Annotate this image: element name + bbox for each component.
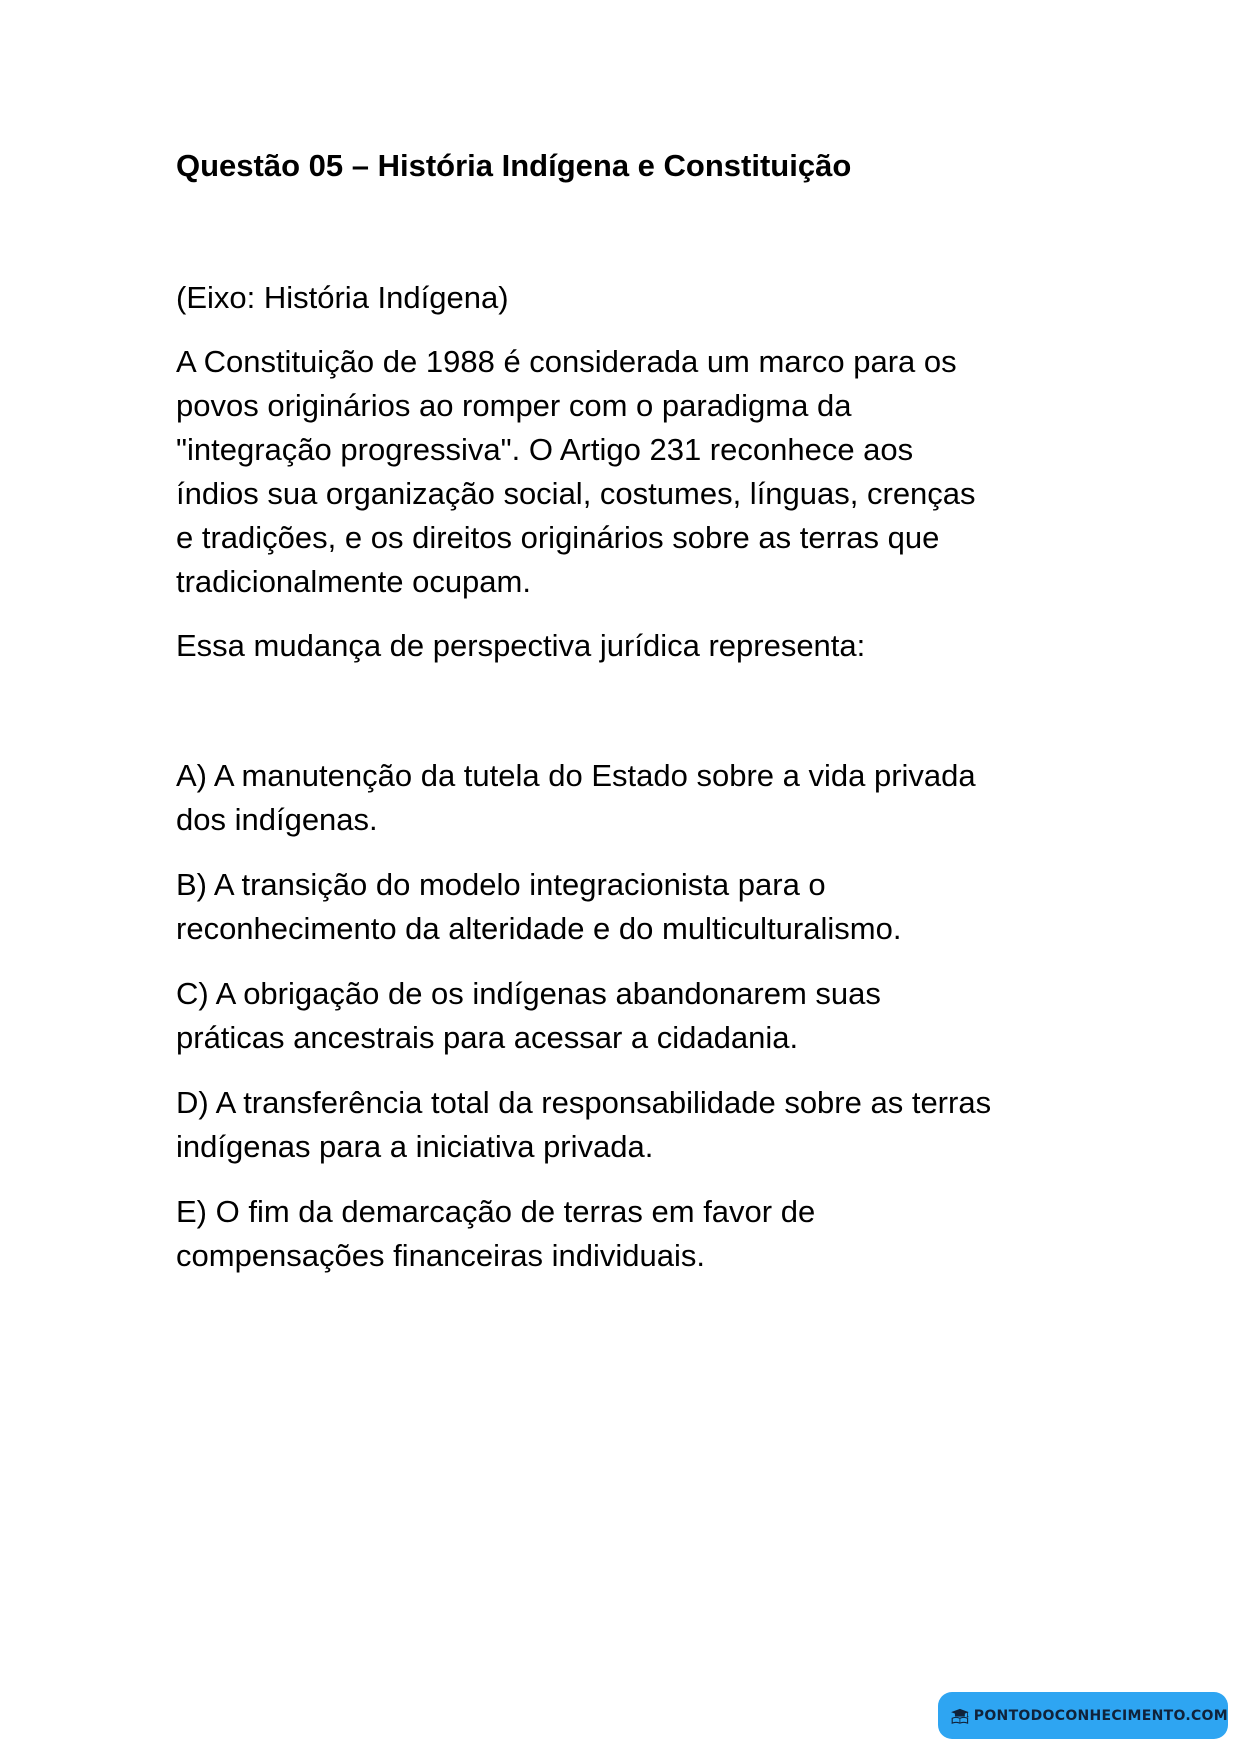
option-a-line2: dos indígenas. [176,802,378,837]
option-d-line2: indígenas para a iniciativa privada. [176,1129,654,1164]
option-b-line2: reconhecimento da alteridade e do multiculturalismo. [176,911,902,946]
stem-line: índios sua organização social, costumes, línguas, crenças [176,476,976,511]
stem-line: e tradições, e os direitos originários sobre as terras que [176,520,940,555]
stem-line: "integração progressiva". O Artigo 231 reconhece aos [176,432,914,467]
stem-line: tradicionalmente ocupam. [176,564,531,599]
stem-line: povos originários ao romper com o paradigma da [176,388,852,423]
stem-line: A Constituição de 1988 é considerada um marco para os [176,344,957,379]
option-b-line1: B) A transição do modelo integracionista para o [176,867,826,902]
option-c-line2: práticas ancestrais para acessar a cidadania. [176,1020,799,1055]
option-a-line1: A) A manutenção da tutela do Estado sobre a vida privada [176,758,976,793]
watermark-badge [938,1692,1228,1739]
question-title: Questão 05 – História Indígena e Constituição [176,148,852,183]
option-d [176,1081,991,1169]
option-e-line2: compensações financeiras individuais. [176,1238,706,1273]
option-a [176,754,991,842]
answer-options [176,754,991,1299]
option-e-line1: E) O fim da demarcação de terras em favor de [176,1194,816,1229]
option-e [176,1190,991,1278]
option-d-line1: D) A transferência total da responsabilidade sobre as terras [176,1085,992,1120]
question-stem [176,340,976,604]
watermark-text: PONTODOCONHECIMENTO.COM [973,1707,1228,1724]
option-b [176,863,991,951]
option-c-line1: C) A obrigação de os indígenas abandonarem suas [176,976,881,1011]
question-prompt: Essa mudança de perspectiva jurídica representa: [176,628,866,663]
question-axis: (Eixo: História Indígena) [176,280,509,315]
option-c [176,972,991,1060]
graduation-cap-book-icon [950,1701,970,1731]
